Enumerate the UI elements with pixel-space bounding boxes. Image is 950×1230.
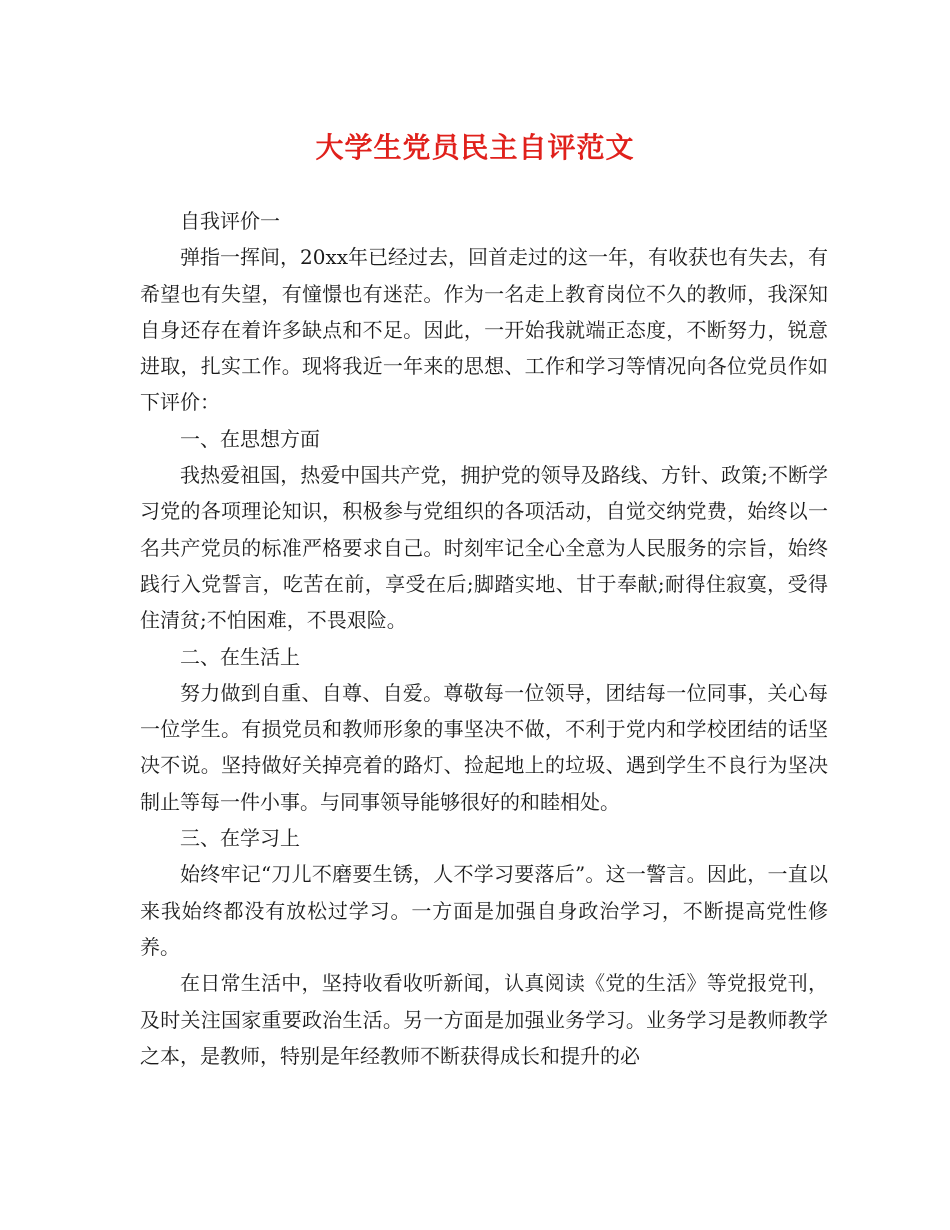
paragraph: 在日常生活中，坚持收看收听新闻，认真阅读《党的生活》等党报党刊，及时关注国家重要政治生活。另一方面是加强业务学习。业务学习是教师教学之本，是教师，特别是年经教师不断获得成长和提升的必 (140, 971, 828, 1068)
paragraph: 我热爱祖国，热爱中国共产党，拥护党的领导及路线、方针、政策;不断学习党的各项理论知识，积极参与党组织的各项活动，自觉交纳党费，始终以一名共产党员的标准严格要求自己。时刻牢记全心全意为人民服务的宗旨，始终践行入党誓言，吃苦在前，享受在后;脚踏实地、甘于奉献;耐得住寂寞，受得住清贫;不怕困难，不畏艰险。 (140, 463, 828, 633)
paragraph: 始终牢记“刀儿不磨要生锈，人不学习要落后”。这一警言。因此，一直以来我始终都没有放松过学习。一方面是加强自身政治学习，不断提高党性修养。 (140, 862, 828, 959)
paragraph: 努力做到自重、自尊、自爱。尊敬每一位领导，团结每一位同事，关心每一位学生。有损党员和教师形象的事坚决不做，不利于党内和学校团结的话坚决不说。坚持做好关掉亮着的路灯、捡起地上的垃圾、遇到学生不良行为坚决制止等每一件小事。与同事领导能够很好的和睦相处。 (140, 680, 828, 814)
paragraph: 弹指一挥间，20xx年已经过去，回首走过的这一年，有收获也有失去，有希望也有失望，有憧憬也有迷茫。作为一名走上教育岗位不久的教师，我深知自身还存在着许多缺点和不足。因此，一开始我就端正态度，不断努力，锐意进取，扎实工作。现将我近一年来的思想、工作和学习等情况向各位党员作如下评价： (140, 245, 829, 415)
section-heading: 一、在思想方面 (180, 426, 320, 451)
section-heading: 自我评价一 (180, 209, 280, 233)
section-heading: 二、在生活上 (180, 644, 300, 669)
document-title: 大学生党员民主自评范文 (315, 131, 635, 164)
document-body (140, 203, 828, 1074)
section-heading: 三、在学习上 (180, 826, 300, 851)
